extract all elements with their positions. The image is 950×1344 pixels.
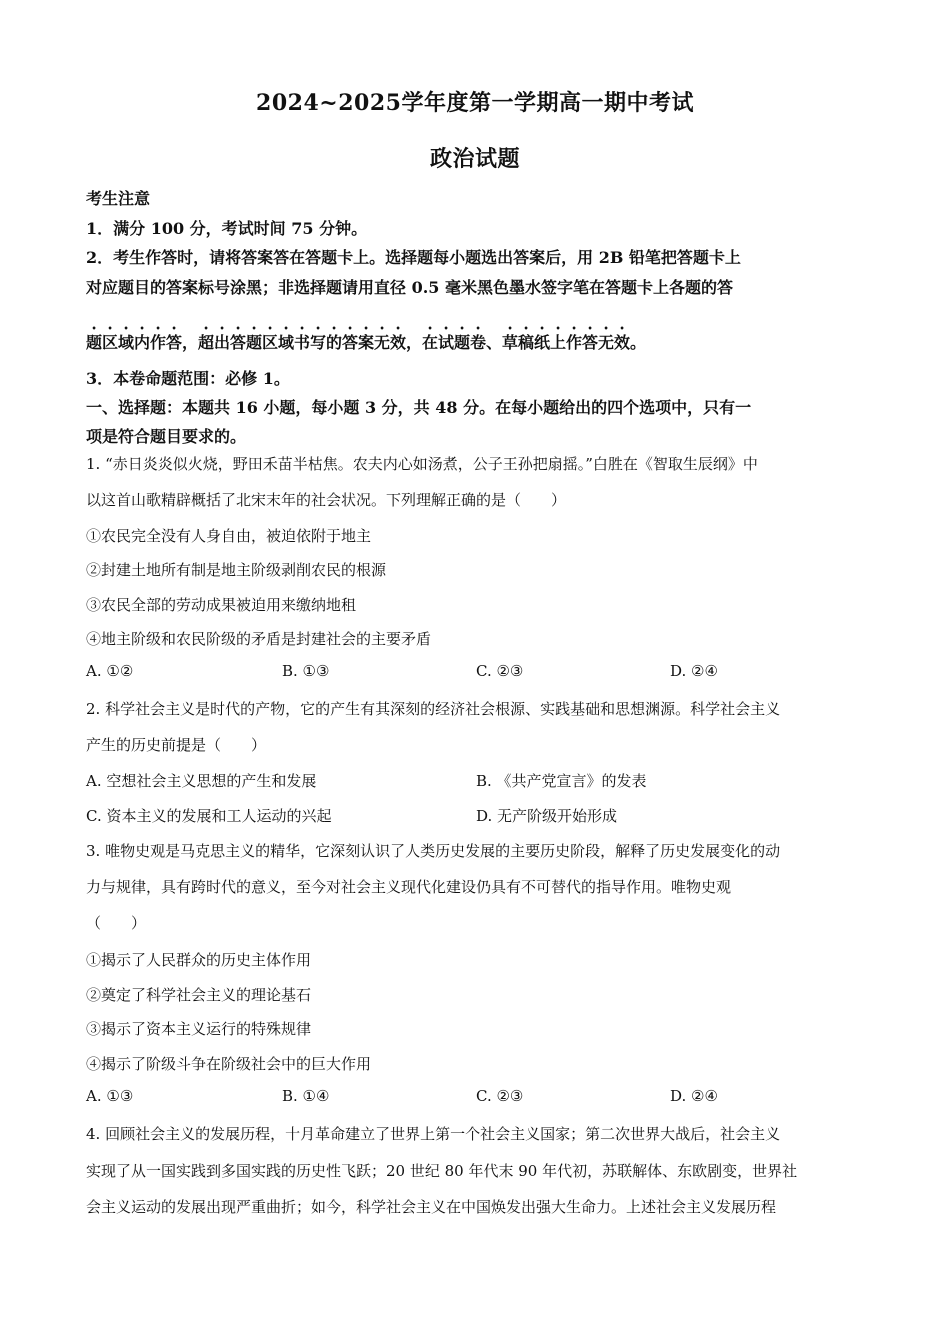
q3-option-d[interactable]: D. ②④ [670,1087,718,1105]
notice-item-2-line-1: 2．考生作答时，请将答案答在答题卡上。选择题每小题选出答案后，用 2B 铅笔把答题卡上 [86,248,741,267]
q2-option-c[interactable]: C. 资本主义的发展和工人运动的兴起 [86,807,332,825]
q4-stem-line-2: 实现了从一国实践到多国实践的历史性飞跃；20 世纪 80 年代末 90 年代初，苏联解体、东欧剧变，世界社 [86,1162,798,1180]
q1-stem-line-2: 以这首山歌精辟概括了北宋末年的社会状况。下列理解正确的是（ ） [86,491,567,509]
exam-title: 2024~2025学年度第一学期高一期中考试 [256,90,694,116]
q1-statement-1: ①农民完全没有人身自由，被迫依附于地主 [86,527,372,545]
q4-stem-line-1: 4. 回顾社会主义的发展历程，十月革命建立了世界上第一个社会主义国家；第二次世界大战后，社会主义 [86,1125,781,1143]
section-1-heading-line-1: 一、选择题：本题共 16 小题，每小题 3 分，共 48 分。在每小题给出的四个选项中，只有一 [86,398,752,417]
q1-option-c[interactable]: C. ②③ [476,662,524,680]
q3-statement-4: ④揭示了阶级斗争在阶级社会中的巨大作用 [86,1055,372,1073]
q3-option-b[interactable]: B. ①④ [282,1087,330,1105]
section-1-heading-line-2: 项是符合题目要求的。 [86,427,247,446]
q2-option-a[interactable]: A. 空想社会主义思想的产生和发展 [86,772,317,790]
q2-option-d[interactable]: D. 无产阶级开始形成 [476,807,618,825]
notice-heading: 考生注意 [86,189,151,208]
q2-stem-line-1: 2. 科学社会主义是时代的产物，它的产生有其深刻的经济社会根源、实践基础和思想渊源。科学社会主义 [86,700,781,718]
notice-item-2-line-2: 对应题目的答案标号涂黑；非选择题请用直径 0.5 毫米黑色墨水签字笔在答题卡上各题的答 [86,278,733,297]
q3-statement-2: ②奠定了科学社会主义的理论基石 [86,986,312,1004]
q1-option-d[interactable]: D. ②④ [670,662,718,680]
q4-stem-line-3: 会主义运动的发展出现严重曲折；如今，科学社会主义在中国焕发出强大生命力。上述社会主义发展历程 [86,1198,777,1216]
q3-stem-line-2: 力与规律，具有跨时代的意义，至今对社会主义现代化建设仍具有不可替代的指导作用。唯物史观 [86,878,732,896]
q1-option-b[interactable]: B. ①③ [282,662,330,680]
q1-stem-line-1: 1. “赤日炎炎似火烧，野田禾苗半枯焦。农夫内心如汤煮，公子王孙把扇摇。”白胜在《智取生辰纲》中 [86,455,758,473]
q3-stem-line-3: （ ） [86,914,147,932]
q2-stem-line-2: 产生的历史前提是（ ） [86,736,267,754]
q3-statement-1: ①揭示了人民群众的历史主体作用 [86,951,312,969]
notice-item-3: 3．本卷命题范围：必修 1。 [86,369,290,388]
exam-subtitle: 政治试题 [429,146,520,172]
q1-statement-3: ③农民全部的劳动成果被迫用来缴纳地租 [86,596,357,614]
notice-item-2-line-3 [86,323,876,353]
q2-option-b[interactable]: B. 《共产党宣言》的发表 [476,772,647,790]
notice-item-1: 1．满分 100 分，考试时间 75 分钟。 [86,219,368,238]
q3-option-c[interactable]: C. ②③ [476,1087,524,1105]
q3-option-a[interactable]: A. ①③ [86,1087,134,1105]
notice-item-2-end: 。 [630,333,647,352]
q1-statement-2: ②封建土地所有制是地主阶级剥削农民的根源 [86,561,387,579]
q1-option-a[interactable]: A. ①② [86,662,134,680]
q1-statement-4: ④地主阶级和农民阶级的矛盾是封建社会的主要矛盾 [86,630,432,648]
q3-statement-3: ③揭示了资本主义运行的特殊规律 [86,1020,312,1038]
notice-emphasized-text: 题区域内作答，超出答题区域书写的答案无效，在试题卷、草稿纸上作答无效 [86,333,631,352]
q3-stem-line-1: 3. 唯物史观是马克思主义的精华，它深刻认识了人类历史发展的主要历史阶段，解释了历史发展变化的动 [86,842,781,860]
